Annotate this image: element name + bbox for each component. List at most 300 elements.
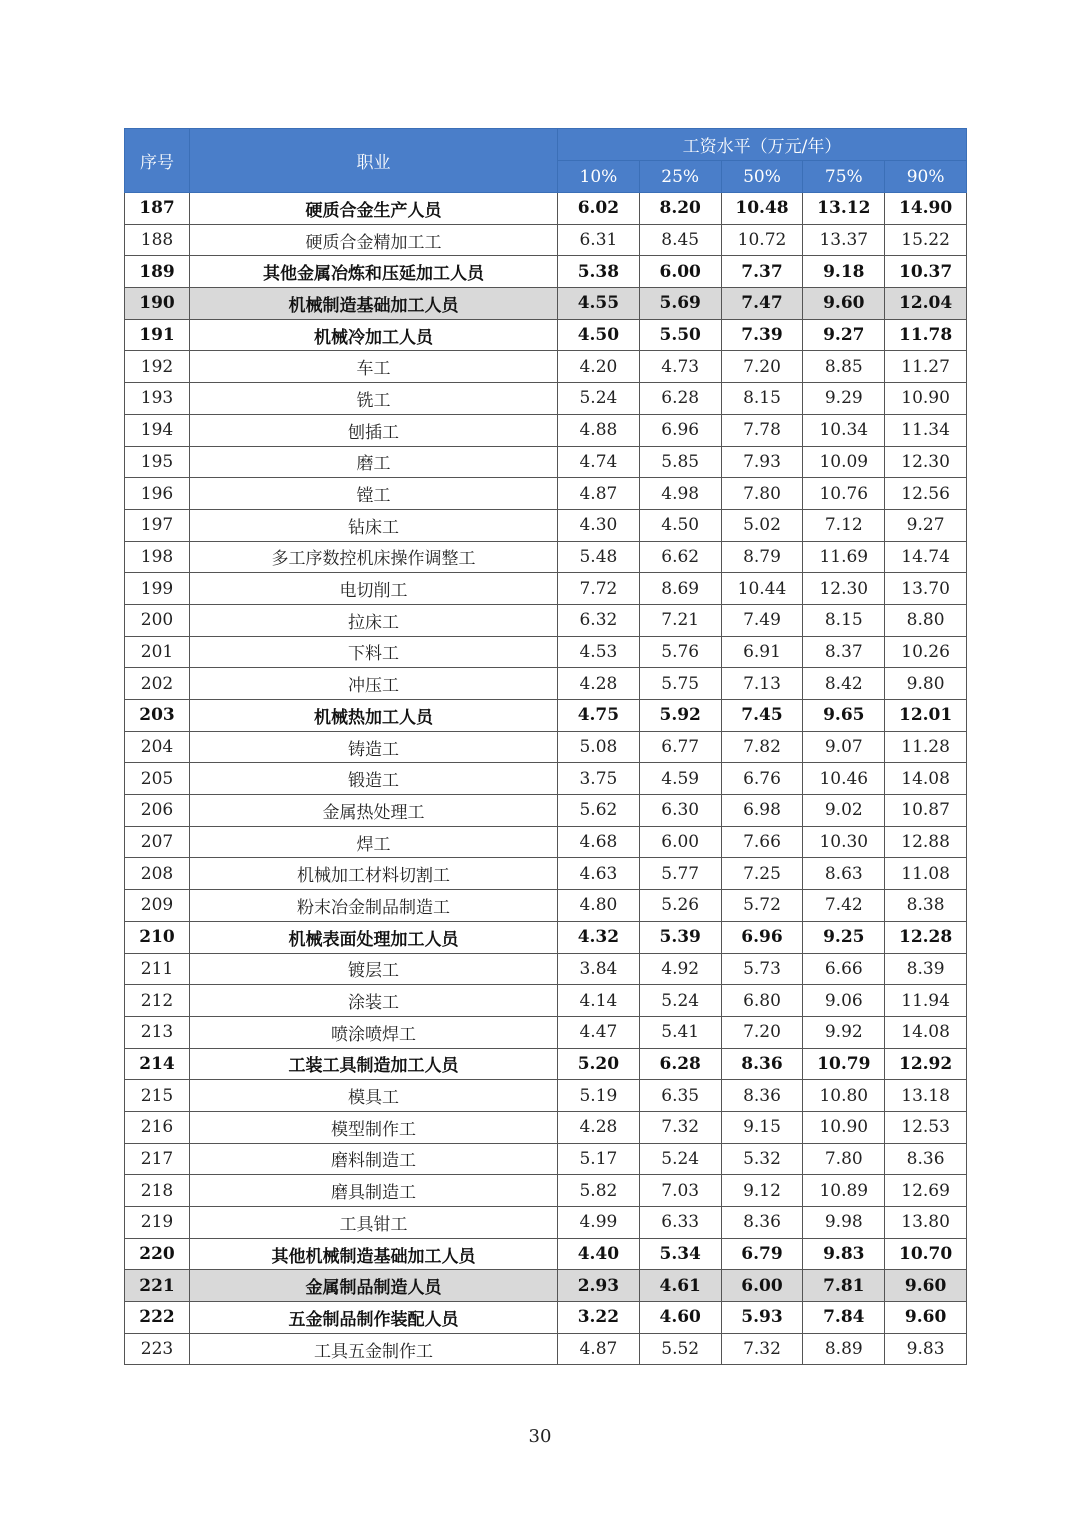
- row-occupation: 硬质合金生产人员: [190, 193, 558, 225]
- row-wage-p90: 12.01: [885, 700, 967, 732]
- row-wage-p10: 4.30: [558, 509, 640, 541]
- row-wage-p75: 8.37: [803, 636, 885, 668]
- row-index: 213: [125, 1016, 190, 1048]
- row-wage-p75: 8.42: [803, 668, 885, 700]
- row-index: 206: [125, 795, 190, 827]
- table-row: [125, 731, 967, 763]
- row-wage-p90: 15.22: [885, 224, 967, 256]
- row-occupation: 镀层工: [190, 953, 558, 985]
- row-occupation: 工装工具制造加工人员: [190, 1048, 558, 1080]
- table-row: [125, 795, 967, 827]
- row-wage-p90: 12.53: [885, 1111, 967, 1143]
- row-wage-p90: 12.56: [885, 478, 967, 510]
- header-p50: 50%: [721, 161, 803, 193]
- table-row: [125, 541, 967, 573]
- table-row: [125, 1238, 967, 1270]
- row-index: 199: [125, 573, 190, 605]
- table-row: [125, 256, 967, 288]
- row-wage-p10: 5.17: [558, 1143, 640, 1175]
- row-wage-p90: 11.08: [885, 858, 967, 890]
- row-index: 209: [125, 890, 190, 922]
- row-wage-p10: 6.32: [558, 604, 640, 636]
- header-occupation: 职业: [190, 129, 558, 193]
- row-wage-p25: 4.61: [639, 1270, 721, 1302]
- row-occupation: 工具钳工: [190, 1207, 558, 1239]
- table-row: [125, 1048, 967, 1080]
- row-index: 191: [125, 319, 190, 351]
- row-index: 207: [125, 826, 190, 858]
- row-wage-p10: 4.14: [558, 985, 640, 1017]
- row-index: 188: [125, 224, 190, 256]
- row-wage-p90: 9.60: [885, 1270, 967, 1302]
- row-wage-p50: 10.48: [721, 193, 803, 225]
- row-wage-p50: 5.32: [721, 1143, 803, 1175]
- row-wage-p90: 12.69: [885, 1175, 967, 1207]
- row-wage-p50: 9.15: [721, 1111, 803, 1143]
- table-row: [125, 890, 967, 922]
- row-wage-p50: 7.93: [721, 446, 803, 478]
- row-wage-p50: 7.20: [721, 351, 803, 383]
- row-wage-p10: 4.68: [558, 826, 640, 858]
- row-wage-p50: 8.15: [721, 383, 803, 415]
- row-occupation: 磨工: [190, 446, 558, 478]
- row-wage-p50: 7.37: [721, 256, 803, 288]
- row-wage-p75: 10.89: [803, 1175, 885, 1207]
- row-wage-p25: 4.59: [639, 763, 721, 795]
- header-row-top: [125, 129, 967, 161]
- row-wage-p90: 10.37: [885, 256, 967, 288]
- row-occupation: 焊工: [190, 826, 558, 858]
- row-index: 196: [125, 478, 190, 510]
- row-occupation: 机械表面处理加工人员: [190, 921, 558, 953]
- row-wage-p75: 7.84: [803, 1302, 885, 1334]
- row-index: 203: [125, 700, 190, 732]
- row-wage-p10: 4.20: [558, 351, 640, 383]
- row-occupation: 下料工: [190, 636, 558, 668]
- row-wage-p10: 4.28: [558, 668, 640, 700]
- row-index: 190: [125, 288, 190, 320]
- table-row: [125, 1143, 967, 1175]
- row-index: 212: [125, 985, 190, 1017]
- row-wage-p90: 9.83: [885, 1333, 967, 1365]
- row-wage-p75: 9.18: [803, 256, 885, 288]
- row-index: 216: [125, 1111, 190, 1143]
- row-occupation: 钻床工: [190, 509, 558, 541]
- row-wage-p75: 9.06: [803, 985, 885, 1017]
- row-wage-p75: 8.63: [803, 858, 885, 890]
- row-wage-p90: 11.28: [885, 731, 967, 763]
- row-wage-p50: 7.32: [721, 1333, 803, 1365]
- header-p25: 25%: [639, 161, 721, 193]
- row-occupation: 冲压工: [190, 668, 558, 700]
- table-row: [125, 604, 967, 636]
- row-index: 194: [125, 414, 190, 446]
- row-wage-p75: 7.81: [803, 1270, 885, 1302]
- row-wage-p75: 13.37: [803, 224, 885, 256]
- row-wage-p75: 12.30: [803, 573, 885, 605]
- row-wage-p10: 5.20: [558, 1048, 640, 1080]
- row-wage-p25: 4.73: [639, 351, 721, 383]
- row-occupation: 工具五金制作工: [190, 1333, 558, 1365]
- row-wage-p25: 5.76: [639, 636, 721, 668]
- row-occupation: 其他机械制造基础加工人员: [190, 1238, 558, 1270]
- row-wage-p75: 7.80: [803, 1143, 885, 1175]
- table-row: [125, 953, 967, 985]
- row-wage-p25: 6.00: [639, 256, 721, 288]
- row-wage-p90: 11.94: [885, 985, 967, 1017]
- table-row: [125, 985, 967, 1017]
- row-occupation: 车工: [190, 351, 558, 383]
- row-wage-p50: 6.79: [721, 1238, 803, 1270]
- row-wage-p25: 6.33: [639, 1207, 721, 1239]
- row-wage-p10: 4.40: [558, 1238, 640, 1270]
- row-wage-p25: 7.32: [639, 1111, 721, 1143]
- row-wage-p50: 10.44: [721, 573, 803, 605]
- row-wage-p75: 10.79: [803, 1048, 885, 1080]
- row-wage-p75: 9.98: [803, 1207, 885, 1239]
- row-index: 221: [125, 1270, 190, 1302]
- header-p10: 10%: [558, 161, 640, 193]
- table-row: [125, 826, 967, 858]
- row-wage-p50: 7.49: [721, 604, 803, 636]
- row-occupation: 镗工: [190, 478, 558, 510]
- row-wage-p25: 5.34: [639, 1238, 721, 1270]
- table-row: [125, 446, 967, 478]
- row-wage-p90: 14.08: [885, 763, 967, 795]
- row-wage-p50: 7.66: [721, 826, 803, 858]
- row-occupation: 拉床工: [190, 604, 558, 636]
- table-row: [125, 193, 967, 225]
- row-wage-p25: 8.20: [639, 193, 721, 225]
- row-wage-p50: 9.12: [721, 1175, 803, 1207]
- row-wage-p90: 11.78: [885, 319, 967, 351]
- row-occupation: 磨料制造工: [190, 1143, 558, 1175]
- row-wage-p10: 4.47: [558, 1016, 640, 1048]
- row-wage-p50: 5.72: [721, 890, 803, 922]
- table-row: [125, 1207, 967, 1239]
- row-wage-p10: 4.50: [558, 319, 640, 351]
- row-index: 198: [125, 541, 190, 573]
- table-row: [125, 351, 967, 383]
- row-wage-p75: 7.12: [803, 509, 885, 541]
- row-wage-p10: 3.84: [558, 953, 640, 985]
- row-wage-p90: 10.70: [885, 1238, 967, 1270]
- row-occupation: 五金制品制作装配人员: [190, 1302, 558, 1334]
- row-wage-p10: 4.80: [558, 890, 640, 922]
- row-wage-p10: 5.38: [558, 256, 640, 288]
- row-index: 193: [125, 383, 190, 415]
- row-index: 222: [125, 1302, 190, 1334]
- row-wage-p10: 4.87: [558, 1333, 640, 1365]
- row-wage-p25: 5.41: [639, 1016, 721, 1048]
- row-wage-p50: 7.78: [721, 414, 803, 446]
- row-wage-p90: 14.74: [885, 541, 967, 573]
- row-wage-p10: 5.62: [558, 795, 640, 827]
- row-wage-p10: 4.74: [558, 446, 640, 478]
- row-wage-p75: 9.60: [803, 288, 885, 320]
- row-wage-p75: 9.92: [803, 1016, 885, 1048]
- header-wage-group: 工资水平（万元/年）: [558, 129, 967, 161]
- row-wage-p25: 7.03: [639, 1175, 721, 1207]
- row-index: 201: [125, 636, 190, 668]
- row-wage-p50: 7.47: [721, 288, 803, 320]
- row-wage-p90: 8.80: [885, 604, 967, 636]
- row-wage-p50: 6.96: [721, 921, 803, 953]
- row-wage-p75: 9.02: [803, 795, 885, 827]
- row-wage-p90: 8.36: [885, 1143, 967, 1175]
- row-wage-p25: 5.77: [639, 858, 721, 890]
- table-row: [125, 1175, 967, 1207]
- row-wage-p25: 4.50: [639, 509, 721, 541]
- row-wage-p75: 10.30: [803, 826, 885, 858]
- row-occupation: 涂装工: [190, 985, 558, 1017]
- row-wage-p10: 4.63: [558, 858, 640, 890]
- row-occupation: 模型制作工: [190, 1111, 558, 1143]
- table-header: [125, 129, 967, 193]
- row-wage-p25: 6.30: [639, 795, 721, 827]
- row-index: 208: [125, 858, 190, 890]
- row-wage-p50: 5.93: [721, 1302, 803, 1334]
- page-number: 30: [528, 1426, 552, 1447]
- row-occupation: 金属热处理工: [190, 795, 558, 827]
- row-wage-p50: 7.82: [721, 731, 803, 763]
- row-wage-p90: 14.08: [885, 1016, 967, 1048]
- row-wage-p75: 11.69: [803, 541, 885, 573]
- table-row: [125, 1270, 967, 1302]
- row-wage-p10: 7.72: [558, 573, 640, 605]
- row-wage-p90: 11.27: [885, 351, 967, 383]
- row-index: 200: [125, 604, 190, 636]
- row-wage-p25: 7.21: [639, 604, 721, 636]
- table-row: [125, 573, 967, 605]
- header-index: 序号: [125, 129, 190, 193]
- row-index: 215: [125, 1080, 190, 1112]
- row-wage-p10: 4.99: [558, 1207, 640, 1239]
- row-wage-p10: 4.87: [558, 478, 640, 510]
- row-wage-p10: 6.02: [558, 193, 640, 225]
- row-wage-p25: 6.28: [639, 1048, 721, 1080]
- row-wage-p90: 13.80: [885, 1207, 967, 1239]
- row-wage-p90: 9.60: [885, 1302, 967, 1334]
- wage-table: [124, 128, 967, 1365]
- row-occupation: 多工序数控机床操作调整工: [190, 541, 558, 573]
- row-index: 214: [125, 1048, 190, 1080]
- row-wage-p90: 12.30: [885, 446, 967, 478]
- row-wage-p75: 9.29: [803, 383, 885, 415]
- table-row: [125, 478, 967, 510]
- table-row: [125, 1333, 967, 1365]
- table-row: [125, 921, 967, 953]
- row-wage-p50: 7.20: [721, 1016, 803, 1048]
- row-occupation: 硬质合金精加工工: [190, 224, 558, 256]
- row-wage-p50: 7.13: [721, 668, 803, 700]
- row-occupation: 铸造工: [190, 731, 558, 763]
- row-wage-p25: 6.00: [639, 826, 721, 858]
- row-wage-p25: 6.28: [639, 383, 721, 415]
- row-wage-p50: 8.79: [721, 541, 803, 573]
- row-index: 204: [125, 731, 190, 763]
- row-wage-p90: 13.18: [885, 1080, 967, 1112]
- row-wage-p10: 5.19: [558, 1080, 640, 1112]
- row-wage-p10: 2.93: [558, 1270, 640, 1302]
- table-body: [125, 193, 967, 1365]
- row-index: 220: [125, 1238, 190, 1270]
- table-row: [125, 1080, 967, 1112]
- row-wage-p50: 5.73: [721, 953, 803, 985]
- table-row: [125, 288, 967, 320]
- row-wage-p75: 9.65: [803, 700, 885, 732]
- table-row: [125, 414, 967, 446]
- row-wage-p90: 9.27: [885, 509, 967, 541]
- row-wage-p50: 7.45: [721, 700, 803, 732]
- row-wage-p50: 6.80: [721, 985, 803, 1017]
- row-wage-p25: 6.96: [639, 414, 721, 446]
- row-wage-p25: 5.39: [639, 921, 721, 953]
- row-occupation: 喷涂喷焊工: [190, 1016, 558, 1048]
- row-wage-p50: 7.80: [721, 478, 803, 510]
- row-index: 197: [125, 509, 190, 541]
- row-index: 219: [125, 1207, 190, 1239]
- row-wage-p50: 8.36: [721, 1207, 803, 1239]
- row-wage-p10: 4.28: [558, 1111, 640, 1143]
- table-row: [125, 1111, 967, 1143]
- row-wage-p25: 5.24: [639, 985, 721, 1017]
- table-row: [125, 319, 967, 351]
- row-wage-p10: 4.75: [558, 700, 640, 732]
- row-wage-p75: 13.12: [803, 193, 885, 225]
- row-wage-p75: 8.15: [803, 604, 885, 636]
- row-wage-p25: 5.26: [639, 890, 721, 922]
- row-wage-p90: 10.26: [885, 636, 967, 668]
- row-wage-p75: 7.42: [803, 890, 885, 922]
- row-wage-p90: 12.92: [885, 1048, 967, 1080]
- row-wage-p10: 3.75: [558, 763, 640, 795]
- row-occupation: 锻造工: [190, 763, 558, 795]
- row-occupation: 铣工: [190, 383, 558, 415]
- row-index: 202: [125, 668, 190, 700]
- row-occupation: 模具工: [190, 1080, 558, 1112]
- row-wage-p75: 10.76: [803, 478, 885, 510]
- row-wage-p90: 11.34: [885, 414, 967, 446]
- row-wage-p25: 6.62: [639, 541, 721, 573]
- row-occupation: 机械加工材料切割工: [190, 858, 558, 890]
- row-wage-p25: 5.85: [639, 446, 721, 478]
- row-index: 195: [125, 446, 190, 478]
- table-row: [125, 763, 967, 795]
- row-wage-p10: 6.31: [558, 224, 640, 256]
- row-index: 187: [125, 193, 190, 225]
- row-wage-p50: 8.36: [721, 1048, 803, 1080]
- row-wage-p25: 8.45: [639, 224, 721, 256]
- row-wage-p25: 5.24: [639, 1143, 721, 1175]
- row-wage-p90: 12.28: [885, 921, 967, 953]
- row-wage-p75: 9.27: [803, 319, 885, 351]
- row-occupation: 粉末冶金制品制造工: [190, 890, 558, 922]
- row-wage-p75: 9.25: [803, 921, 885, 953]
- row-wage-p50: 6.98: [721, 795, 803, 827]
- row-wage-p75: 9.07: [803, 731, 885, 763]
- row-wage-p25: 8.69: [639, 573, 721, 605]
- row-wage-p50: 7.25: [721, 858, 803, 890]
- row-wage-p90: 10.90: [885, 383, 967, 415]
- row-wage-p90: 12.88: [885, 826, 967, 858]
- row-wage-p90: 8.39: [885, 953, 967, 985]
- row-wage-p75: 9.83: [803, 1238, 885, 1270]
- row-wage-p10: 5.08: [558, 731, 640, 763]
- row-wage-p50: 6.00: [721, 1270, 803, 1302]
- row-wage-p25: 4.98: [639, 478, 721, 510]
- row-wage-p90: 8.38: [885, 890, 967, 922]
- row-wage-p90: 12.04: [885, 288, 967, 320]
- row-occupation: 机械制造基础加工人员: [190, 288, 558, 320]
- row-wage-p50: 10.72: [721, 224, 803, 256]
- row-wage-p75: 8.89: [803, 1333, 885, 1365]
- row-wage-p10: 4.53: [558, 636, 640, 668]
- row-wage-p90: 10.87: [885, 795, 967, 827]
- row-index: 192: [125, 351, 190, 383]
- row-occupation: 金属制品制造人员: [190, 1270, 558, 1302]
- row-wage-p90: 14.90: [885, 193, 967, 225]
- header-p75: 75%: [803, 161, 885, 193]
- row-wage-p90: 9.80: [885, 668, 967, 700]
- row-wage-p25: 4.60: [639, 1302, 721, 1334]
- table-row: [125, 668, 967, 700]
- table-row: [125, 700, 967, 732]
- row-wage-p50: 5.02: [721, 509, 803, 541]
- header-p90: 90%: [885, 161, 967, 193]
- row-index: 205: [125, 763, 190, 795]
- row-wage-p10: 4.88: [558, 414, 640, 446]
- table-row: [125, 858, 967, 890]
- row-index: 217: [125, 1143, 190, 1175]
- row-wage-p50: 6.91: [721, 636, 803, 668]
- row-wage-p25: 5.92: [639, 700, 721, 732]
- row-occupation: 电切削工: [190, 573, 558, 605]
- row-wage-p75: 8.85: [803, 351, 885, 383]
- row-occupation: 机械冷加工人员: [190, 319, 558, 351]
- row-wage-p10: 5.48: [558, 541, 640, 573]
- row-wage-p10: 5.24: [558, 383, 640, 415]
- row-wage-p10: 3.22: [558, 1302, 640, 1334]
- row-wage-p75: 10.80: [803, 1080, 885, 1112]
- table-row: [125, 509, 967, 541]
- row-occupation: 机械热加工人员: [190, 700, 558, 732]
- row-wage-p90: 13.70: [885, 573, 967, 605]
- row-wage-p25: 6.77: [639, 731, 721, 763]
- table-row: [125, 224, 967, 256]
- row-index: 223: [125, 1333, 190, 1365]
- row-wage-p25: 6.35: [639, 1080, 721, 1112]
- row-wage-p50: 7.39: [721, 319, 803, 351]
- row-occupation: 磨具制造工: [190, 1175, 558, 1207]
- row-wage-p25: 5.75: [639, 668, 721, 700]
- row-wage-p10: 5.82: [558, 1175, 640, 1207]
- row-wage-p50: 8.36: [721, 1080, 803, 1112]
- row-wage-p75: 10.34: [803, 414, 885, 446]
- table-row: [125, 1302, 967, 1334]
- row-wage-p75: 10.90: [803, 1111, 885, 1143]
- row-index: 218: [125, 1175, 190, 1207]
- row-wage-p75: 10.09: [803, 446, 885, 478]
- row-wage-p10: 4.32: [558, 921, 640, 953]
- row-wage-p25: 5.69: [639, 288, 721, 320]
- row-index: 211: [125, 953, 190, 985]
- row-wage-p50: 6.76: [721, 763, 803, 795]
- row-wage-p75: 6.66: [803, 953, 885, 985]
- row-wage-p25: 4.92: [639, 953, 721, 985]
- row-wage-p25: 5.52: [639, 1333, 721, 1365]
- row-wage-p75: 10.46: [803, 763, 885, 795]
